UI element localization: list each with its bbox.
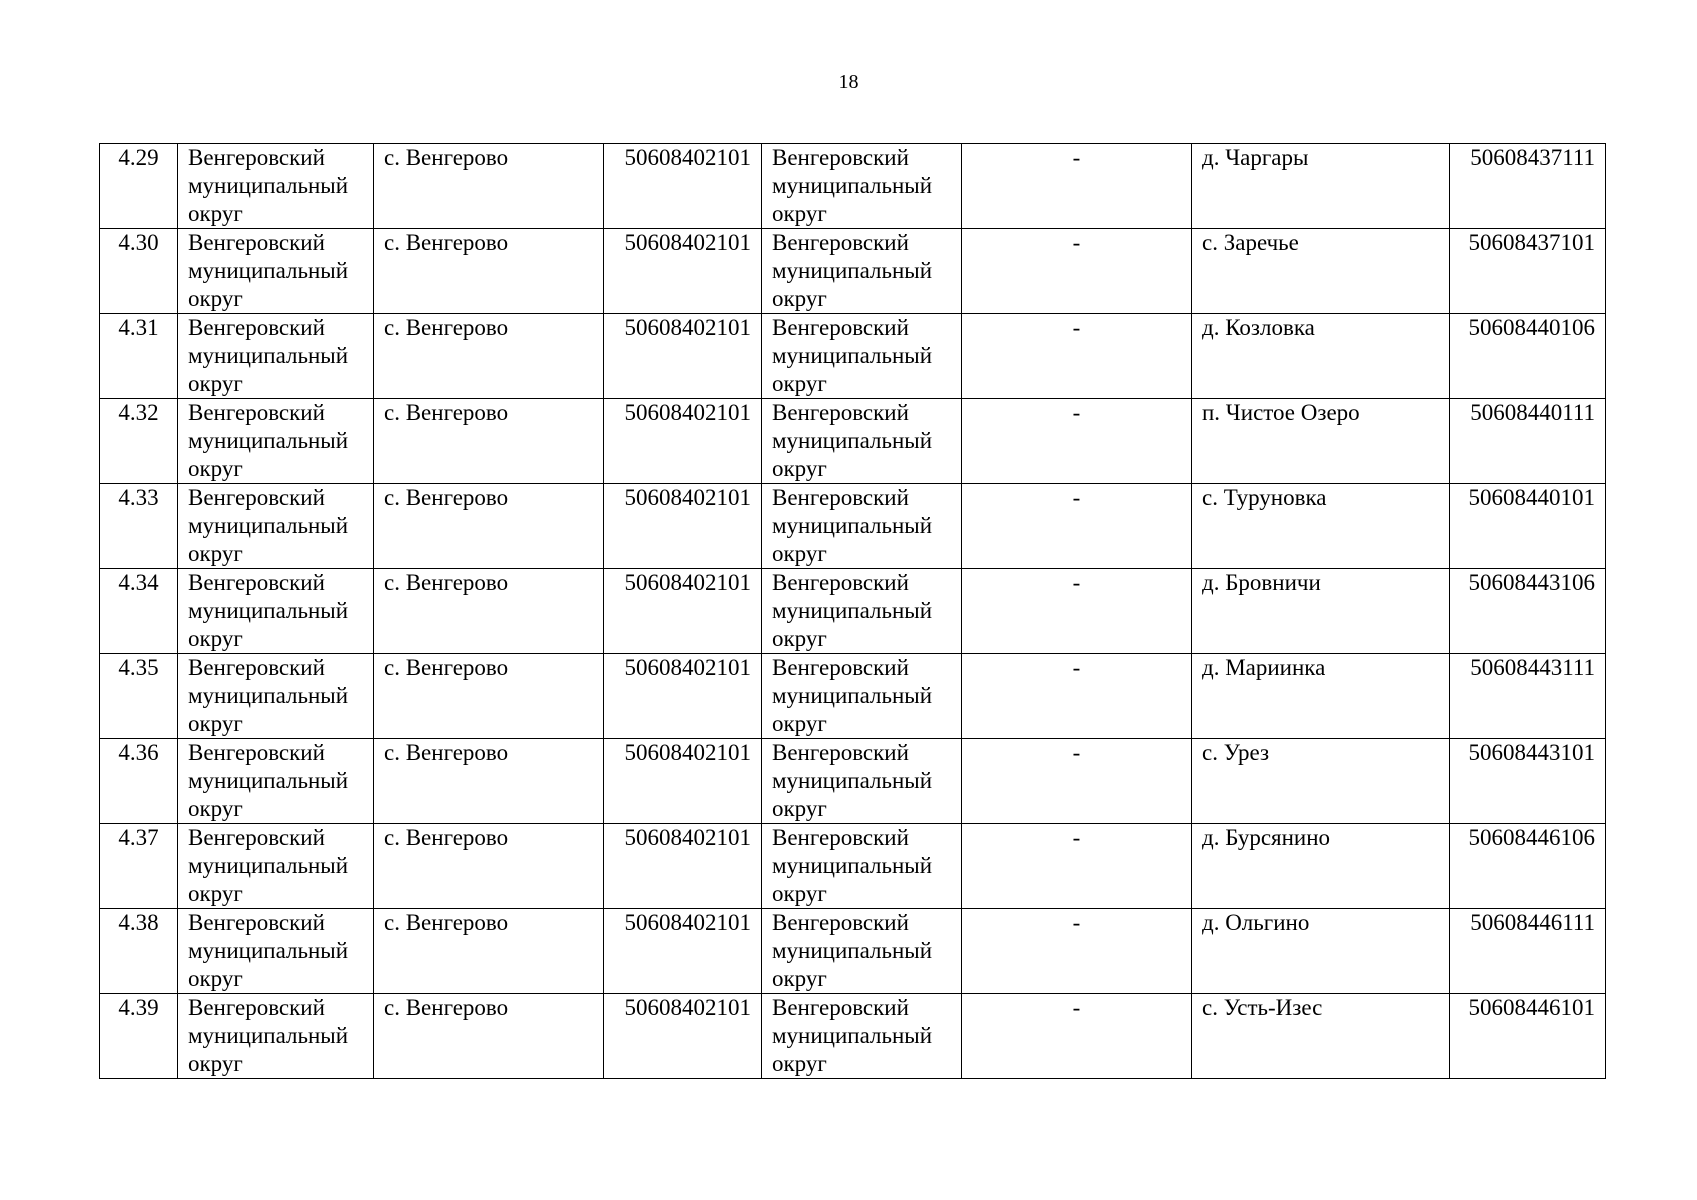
municipal-district-cell: Венгеровский муниципальный округ bbox=[178, 569, 374, 654]
admin-center-code-cell: 50608402101 bbox=[604, 569, 762, 654]
row-number-cell: 4.29 bbox=[100, 144, 178, 229]
admin-center-code-cell: 50608402101 bbox=[604, 739, 762, 824]
municipal-district-2-cell: Венгеровский муниципальный округ bbox=[762, 484, 962, 569]
empty-marker-cell: - bbox=[962, 654, 1192, 739]
admin-center-cell: с. Венгерово bbox=[374, 484, 604, 569]
row-number-cell: 4.36 bbox=[100, 739, 178, 824]
municipal-district-cell: Венгеровский муниципальный округ bbox=[178, 399, 374, 484]
table-row bbox=[100, 824, 1606, 909]
table-row bbox=[100, 569, 1606, 654]
table-row bbox=[100, 909, 1606, 994]
municipal-district-2-cell: Венгеровский муниципальный округ bbox=[762, 399, 962, 484]
settlement-code-cell: 50608443111 bbox=[1450, 654, 1606, 739]
municipal-district-2-cell: Венгеровский муниципальный округ bbox=[762, 994, 962, 1079]
municipal-district-2-cell: Венгеровский муниципальный округ bbox=[762, 569, 962, 654]
settlements-table bbox=[99, 143, 1606, 1079]
municipal-district-2-cell: Венгеровский муниципальный округ bbox=[762, 314, 962, 399]
table-row bbox=[100, 994, 1606, 1079]
admin-center-code-cell: 50608402101 bbox=[604, 654, 762, 739]
empty-marker-cell: - bbox=[962, 229, 1192, 314]
table-row bbox=[100, 654, 1606, 739]
settlement-cell: д. Мариинка bbox=[1192, 654, 1450, 739]
settlement-cell: с. Усть-Изес bbox=[1192, 994, 1450, 1079]
table-row bbox=[100, 144, 1606, 229]
admin-center-cell: с. Венгерово bbox=[374, 144, 604, 229]
admin-center-cell: с. Венгерово bbox=[374, 994, 604, 1079]
municipal-district-2-cell: Венгеровский муниципальный округ bbox=[762, 909, 962, 994]
municipal-district-cell: Венгеровский муниципальный округ bbox=[178, 229, 374, 314]
settlement-code-cell: 50608440111 bbox=[1450, 399, 1606, 484]
row-number-cell: 4.31 bbox=[100, 314, 178, 399]
admin-center-cell: с. Венгерово bbox=[374, 824, 604, 909]
empty-marker-cell: - bbox=[962, 314, 1192, 399]
empty-marker-cell: - bbox=[962, 739, 1192, 824]
table-row bbox=[100, 399, 1606, 484]
admin-center-code-cell: 50608402101 bbox=[604, 484, 762, 569]
row-number-cell: 4.33 bbox=[100, 484, 178, 569]
municipal-district-cell: Венгеровский муниципальный округ bbox=[178, 994, 374, 1079]
settlement-cell: п. Чистое Озеро bbox=[1192, 399, 1450, 484]
municipal-district-2-cell: Венгеровский муниципальный округ bbox=[762, 229, 962, 314]
row-number-cell: 4.37 bbox=[100, 824, 178, 909]
admin-center-code-cell: 50608402101 bbox=[604, 314, 762, 399]
settlement-cell: д. Бровничи bbox=[1192, 569, 1450, 654]
settlements-table-container bbox=[99, 143, 1605, 1079]
municipal-district-cell: Венгеровский муниципальный округ bbox=[178, 484, 374, 569]
settlement-cell: д. Козловка bbox=[1192, 314, 1450, 399]
municipal-district-cell: Венгеровский муниципальный округ bbox=[178, 824, 374, 909]
row-number-cell: 4.38 bbox=[100, 909, 178, 994]
table-body bbox=[100, 144, 1606, 1079]
row-number-cell: 4.30 bbox=[100, 229, 178, 314]
municipal-district-cell: Венгеровский муниципальный округ bbox=[178, 144, 374, 229]
empty-marker-cell: - bbox=[962, 824, 1192, 909]
settlement-cell: с. Туруновка bbox=[1192, 484, 1450, 569]
empty-marker-cell: - bbox=[962, 569, 1192, 654]
admin-center-code-cell: 50608402101 bbox=[604, 994, 762, 1079]
municipal-district-cell: Венгеровский муниципальный округ bbox=[178, 739, 374, 824]
settlement-cell: с. Урез bbox=[1192, 739, 1450, 824]
municipal-district-cell: Венгеровский муниципальный округ bbox=[178, 314, 374, 399]
settlement-cell: д. Бурсянино bbox=[1192, 824, 1450, 909]
table-row bbox=[100, 314, 1606, 399]
row-number-cell: 4.34 bbox=[100, 569, 178, 654]
settlement-code-cell: 50608443101 bbox=[1450, 739, 1606, 824]
settlement-code-cell: 50608446106 bbox=[1450, 824, 1606, 909]
municipal-district-cell: Венгеровский муниципальный округ bbox=[178, 909, 374, 994]
municipal-district-2-cell: Венгеровский муниципальный округ bbox=[762, 654, 962, 739]
admin-center-cell: с. Венгерово bbox=[374, 654, 604, 739]
settlement-code-cell: 50608437111 bbox=[1450, 144, 1606, 229]
settlement-cell: д. Ольгино bbox=[1192, 909, 1450, 994]
settlement-code-cell: 50608446101 bbox=[1450, 994, 1606, 1079]
admin-center-code-cell: 50608402101 bbox=[604, 229, 762, 314]
admin-center-cell: с. Венгерово bbox=[374, 909, 604, 994]
settlement-code-cell: 50608446111 bbox=[1450, 909, 1606, 994]
empty-marker-cell: - bbox=[962, 399, 1192, 484]
table-row bbox=[100, 484, 1606, 569]
admin-center-cell: с. Венгерово bbox=[374, 399, 604, 484]
admin-center-code-cell: 50608402101 bbox=[604, 824, 762, 909]
table-row bbox=[100, 229, 1606, 314]
empty-marker-cell: - bbox=[962, 909, 1192, 994]
settlement-code-cell: 50608443106 bbox=[1450, 569, 1606, 654]
municipal-district-2-cell: Венгеровский муниципальный округ bbox=[762, 739, 962, 824]
admin-center-cell: с. Венгерово bbox=[374, 569, 604, 654]
row-number-cell: 4.35 bbox=[100, 654, 178, 739]
empty-marker-cell: - bbox=[962, 144, 1192, 229]
table-row bbox=[100, 739, 1606, 824]
admin-center-cell: с. Венгерово bbox=[374, 229, 604, 314]
municipal-district-2-cell: Венгеровский муниципальный округ bbox=[762, 824, 962, 909]
admin-center-cell: с. Венгерово bbox=[374, 739, 604, 824]
settlement-code-cell: 50608440106 bbox=[1450, 314, 1606, 399]
settlement-cell: д. Чаргары bbox=[1192, 144, 1450, 229]
admin-center-cell: с. Венгерово bbox=[374, 314, 604, 399]
row-number-cell: 4.32 bbox=[100, 399, 178, 484]
row-number-cell: 4.39 bbox=[100, 994, 178, 1079]
admin-center-code-cell: 50608402101 bbox=[604, 399, 762, 484]
settlement-cell: с. Заречье bbox=[1192, 229, 1450, 314]
admin-center-code-cell: 50608402101 bbox=[604, 144, 762, 229]
municipal-district-2-cell: Венгеровский муниципальный округ bbox=[762, 144, 962, 229]
empty-marker-cell: - bbox=[962, 994, 1192, 1079]
empty-marker-cell: - bbox=[962, 484, 1192, 569]
admin-center-code-cell: 50608402101 bbox=[604, 909, 762, 994]
page-number: 18 bbox=[838, 71, 859, 93]
municipal-district-cell: Венгеровский муниципальный округ bbox=[178, 654, 374, 739]
settlement-code-cell: 50608437101 bbox=[1450, 229, 1606, 314]
settlement-code-cell: 50608440101 bbox=[1450, 484, 1606, 569]
